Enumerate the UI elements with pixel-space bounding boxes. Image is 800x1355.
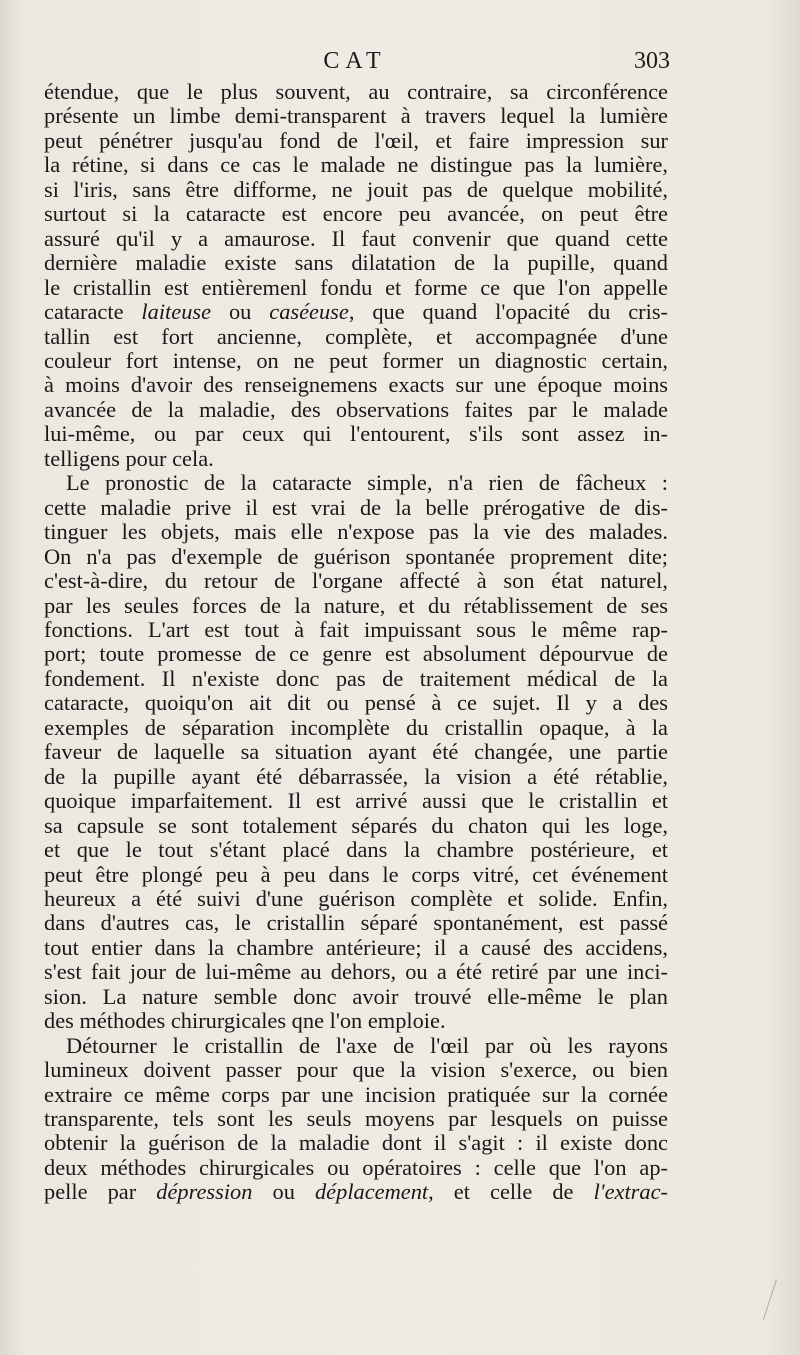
text-line: extraire ce même corps par une incision pratiquée sur la cornée	[44, 1081, 668, 1107]
text-run: , et celle de	[428, 1179, 594, 1205]
text-line: couleur fort intense, on ne peut former un diagnostic certain,	[44, 347, 668, 373]
paragraph-3	[44, 1034, 668, 1205]
text-line: peut pénétrer jusqu'au fond de l'œil, et faire impression sur	[44, 127, 668, 153]
italic-term: dépression	[156, 1179, 253, 1205]
text-line: le cristallin est entièremenl fondu et forme ce que l'on appelle	[44, 274, 668, 300]
text-line: sion. La nature semble donc avoir trouvé elle-même le plan	[44, 983, 668, 1009]
text-line: par les seules forces de la nature, et du rétablissement de ses	[44, 592, 668, 618]
text-run: cataracte	[44, 299, 142, 325]
text-line: des méthodes chirurgicales qne l'on emploie.	[44, 1008, 446, 1034]
text-line: deux méthodes chirurgicales ou opératoires : celle que l'on ap-	[44, 1154, 668, 1180]
text-line: de la pupille ayant été débarrassée, la vision a été rétablie,	[44, 763, 668, 789]
text-line: transparente, tels sont les seuls moyens par lesquels on puisse	[44, 1106, 668, 1132]
text-line: tinguer les objets, mais elle n'expose pas la vie des malades.	[44, 519, 668, 545]
text-line: On n'a pas d'exemple de guérison spontanée proprement dite;	[44, 543, 668, 569]
text-line: c'est-à-dire, du retour de l'organe affecté à son état naturel,	[44, 568, 668, 594]
italic-term: caséeuse	[269, 299, 349, 325]
text-line: lui-même, ou par ceux qui l'entourent, s'ils sont assez in-	[44, 421, 668, 447]
text-line: assuré qu'il y a amaurose. Il faut convenir que quand cette	[44, 225, 668, 251]
text-line	[44, 1180, 668, 1204]
text-line: fondement. Il n'existe donc pas de traitement médical de la	[44, 665, 668, 691]
paragraph-2	[44, 471, 668, 1033]
text-line: et que le tout s'étant placé dans la chambre postérieure, et	[44, 837, 668, 863]
text-line: quoique imparfaitement. Il est arrivé aussi que le cristallin et	[44, 788, 668, 814]
text-line: dans d'autres cas, le cristallin séparé spontanément, est passé	[44, 910, 668, 936]
text-line: telligens pour cela.	[44, 445, 214, 471]
text-line: heureux a été suivi d'une guérison complète et solide. Enfin,	[44, 885, 668, 911]
text-line: étendue, que le plus souvent, au contraire, sa circonférence	[44, 79, 668, 104]
text-line: fonctions. L'art est tout à fait impuissant sous le même rap-	[44, 616, 668, 642]
text-line: avancée de la maladie, des observations faites par le malade	[44, 396, 668, 422]
text-run: ou	[252, 1179, 315, 1205]
text-line: dernière maladie existe sans dilatation de la pupille, quand	[44, 250, 668, 276]
text-line: cette maladie prive il est vrai de la belle prérogative de dis-	[44, 494, 668, 520]
text-line: cataracte, quoiqu'on ait dit ou pensé à ce sujet. Il y a des	[44, 690, 668, 716]
text-line: sa capsule se sont totalement séparés du chaton qui les loge,	[44, 812, 668, 838]
text-line: faveur de laquelle sa situation ayant été changée, une partie	[44, 739, 668, 765]
text-line: Le pronostic de la cataracte simple, n'a rien de fâcheux :	[66, 470, 668, 496]
text-run: pelle par	[44, 1179, 157, 1205]
text-line: obtenir la guérison de la maladie dont il s'agit : il existe donc	[44, 1130, 668, 1156]
page-number: 303	[634, 48, 670, 74]
text-line: lumineux doivent passer pour que la vision s'exerce, ou bien	[44, 1057, 668, 1083]
text-line: à moins d'avoir des renseignemens exacts sur une époque moins	[44, 372, 668, 398]
text-line: tallin est fort ancienne, complète, et accompagnée d'une	[44, 323, 668, 349]
text-line	[44, 300, 668, 324]
text-line: surtout si la cataracte est encore peu avancée, on peut être	[44, 201, 668, 227]
running-head: CAT	[323, 48, 387, 74]
italic-term: déplacement	[314, 1179, 429, 1205]
text-line: si l'iris, sans être difforme, ne jouit pas de quelque mobilité,	[44, 176, 668, 202]
text-run: , que quand l'opacité du cris-	[348, 299, 668, 325]
text-line: s'est fait jour de lui-même au dehors, ou a été retiré par une inci-	[44, 959, 668, 985]
page-header	[40, 48, 670, 80]
text-line: présente un limbe demi-transparent à travers lequel la lumière	[44, 103, 668, 129]
body-text	[44, 80, 668, 1205]
text-line: la rétine, si dans ce cas le malade ne distingue pas la lumière,	[44, 152, 668, 178]
text-line: Détourner le cristallin de l'axe de l'œil par où les rayons	[66, 1032, 668, 1058]
text-line: port; toute promesse de ce genre est absolument dépourvue de	[44, 641, 668, 667]
text-line: exemples de séparation incomplète du cristallin opaque, à la	[44, 714, 668, 740]
italic-term: laiteuse	[141, 299, 212, 325]
text-line: tout entier dans la chambre antérieure; il a causé des accidens,	[44, 934, 668, 960]
text-line: peut être plongé peu à peu dans le corps vitré, cet événement	[44, 861, 668, 887]
text-run: ou	[211, 299, 270, 325]
page-margin-mark	[763, 1280, 790, 1325]
italic-term: l'extrac-	[593, 1179, 668, 1205]
paragraph-1	[44, 80, 668, 471]
